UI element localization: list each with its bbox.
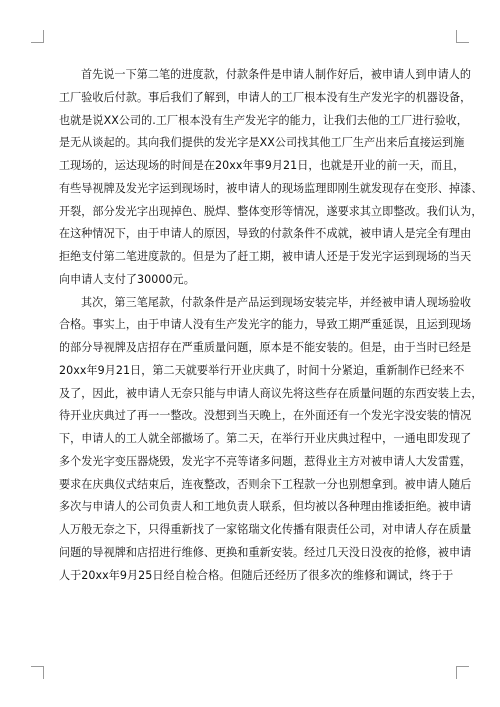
text-line: 是无从谈起的。其向我们提供的发光字是XX公司找其他工厂生产出来后直接运到施 [59, 136, 465, 150]
crop-mark-top-left [31, 30, 44, 43]
text-line: 向申请人支付了30000元。 [59, 272, 195, 286]
text-line: 要求在庆典仪式结束后，连夜整改，否则余下工程款一分也别想拿到。被申请人随后 [59, 477, 472, 491]
text-line: 问题的导视牌和店招进行维修、更换和重新安装。经过几天没日没夜的抢修，被申请 [59, 545, 472, 559]
text-line: 拒绝支付第二笔进度款的。但是为了赶工期，被申请人还是于发光字运到现场的当天 [59, 250, 472, 263]
crop-mark-bottom-right [456, 666, 469, 679]
text-line: 下，申请人的工人就全部撤场了。第二天，在举行开业庆典过程中，一通电即发现了 [59, 432, 472, 445]
text-line: 多次与申请人的公司负责人和工地负责人联系，但均被以各种理由推诿拒绝。被申请 [59, 500, 472, 514]
text-line: 工现场的，运达现场的时间是在20xx年事9月21日，也就是开业的前一天，而且， [59, 159, 465, 172]
text-line: 人于20xx年9月25日经自检合格。但随后还经历了很多次的维修和调试，终于于 [59, 568, 454, 582]
text-line: 20xx年9月21日，第二天就要举行开业庆典了，时间十分紧迫，重新制作已经来不 [59, 363, 465, 377]
document-body [59, 64, 483, 587]
crop-mark-top-right [456, 30, 469, 43]
text-line: 多个发光字变压器烧毁，发光字不亮等诸多问题，惹得业主方对被申请人大发雷霆， [59, 454, 472, 468]
text-line: 在这种情况下，由于申请人的原因，导致的付款条件不成就，被申请人是完全有理由 [59, 227, 472, 241]
text-line: 及了，因此，被申请人无奈只能与申请人商议先将这些存在质量问题的东西安装上去， [59, 386, 483, 400]
crop-mark-bottom-left [31, 666, 44, 679]
text-line: 其次，第三笔尾款，付款条件是产品运到现场安装完毕，并经被申请人现场验收 [81, 295, 472, 309]
text-line: 的部分导视牌及店招存在严重质量问题，原本是不能安装的。但是，由于当时已经是 [59, 341, 472, 354]
text-line: 合格。事实上，由于申请人没有生产发光字的能力，导致工期严重延误，且运到现场 [59, 318, 472, 332]
text-line: 也就是说XX公司的.工厂根本没有生产发光字的能力，让我们去他的工厂进行验收， [59, 113, 468, 127]
text-line: 工厂验收后付款。事后我们了解到，申请人的工厂根本没有生产发光字的机器设备， [59, 90, 472, 104]
text-line: 人万般无奈之下，只得重新找了一家铭瑞文化传播有限责任公司，对申请人存在质量 [59, 523, 472, 536]
paragraph-final-payment [59, 292, 483, 588]
text-line: 有些导视牌及发光字运到现场时，被申请人的现场监理即刚生就发现存在变形、掉漆、 [59, 181, 483, 195]
text-line: 开裂，部分发光字出现掉色、脱焊、整体变形等情况，遂要求其立即整改。我们认为， [59, 204, 483, 218]
text-line: 待开业庆典过了再一一整改。没想到当天晚上，在外面还有一个发光字没安装的情况 [59, 409, 472, 423]
text-line: 首先说一下第二笔的进度款，付款条件是申请人制作好后，被申请人到申请人的 [81, 68, 472, 81]
paragraph-progress-payment [59, 64, 483, 292]
